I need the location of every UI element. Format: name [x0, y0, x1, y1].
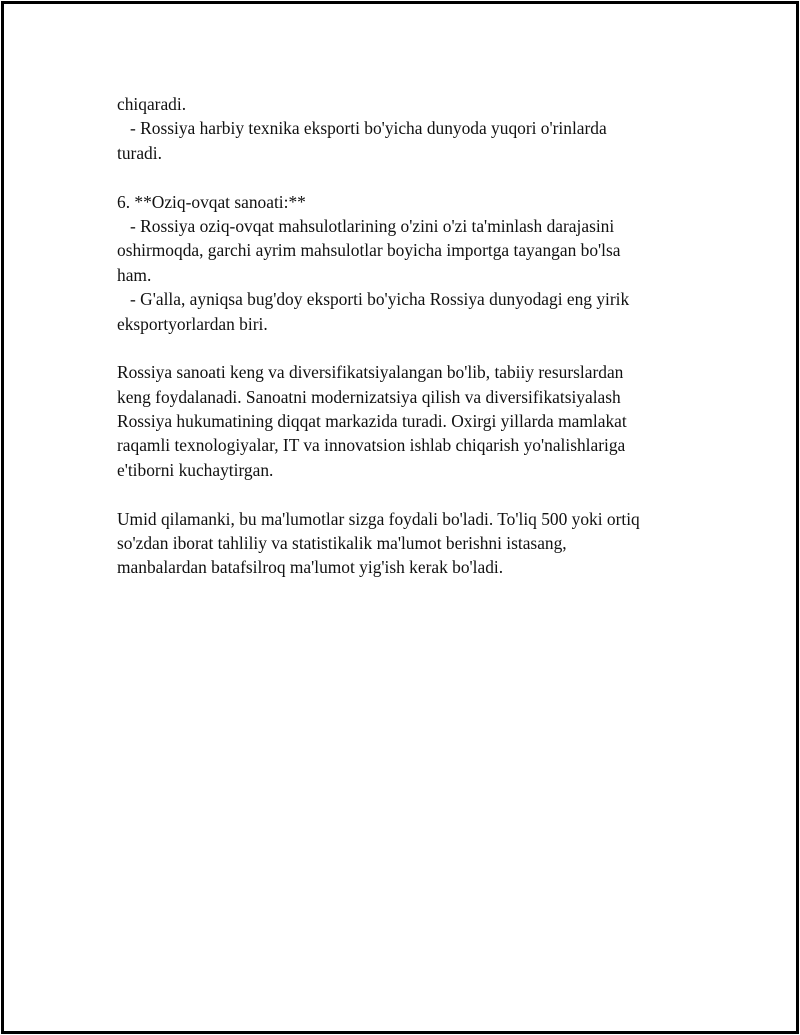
- text-line: Rossiya hukumatining diqqat markazida turadi. Oxirgi yillarda mamlakat: [117, 411, 627, 432]
- section-heading: 6. **Oziq-ovqat sanoati:**: [117, 191, 306, 212]
- paragraph-gap: [117, 482, 707, 506]
- text-line: e'tiborni kuchaytirgan.: [117, 459, 274, 480]
- paragraph-gap: [117, 165, 707, 189]
- text-line: ham.: [117, 264, 152, 285]
- text-line: - G'alla, ayniqsa bug'doy eksporti bo'yicha Rossiya dunyodagi eng yirik: [117, 289, 630, 310]
- text-line: - Rossiya oziq-ovqat mahsulotlarining o'zini o'zi ta'minlash darajasini: [117, 215, 615, 236]
- paragraph-gap: [117, 336, 707, 360]
- text-line: Rossiya sanoati keng va diversifikatsiyalangan bo'lib, tabiiy resurslardan: [117, 362, 624, 383]
- text-line: Umid qilamanki, bu ma'lumotlar sizga foydali bo'ladi. To'liq 500 yoki ortiq: [117, 508, 640, 529]
- text-line: raqamli texnologiyalar, IT va innovatsion ishlab chiqarish yo'nalishlariga: [117, 435, 626, 456]
- text-line: keng foydalanadi. Sanoatni modernizatsiya qilish va diversifikatsiyalash: [117, 386, 621, 407]
- document-body: [117, 92, 707, 580]
- text-line: turadi.: [117, 142, 162, 163]
- text-line: chiqaradi.: [117, 94, 187, 114]
- text-line: manbalardan batafsilroq ma'lumot yig'ish kerak bo'ladi.: [117, 557, 504, 578]
- text-line: - Rossiya harbiy texnika eksporti bo'yicha dunyoda yuqori o'rinlarda: [117, 118, 607, 139]
- text-line: eksportyorlardan biri.: [117, 313, 268, 334]
- text-line: so'zdan iborat tahliliy va statistikalik ma'lumot berishni istasang,: [117, 533, 567, 554]
- text-line: oshirmoqda, garchi ayrim mahsulotlar boyicha importga tayangan bo'lsa: [117, 240, 621, 261]
